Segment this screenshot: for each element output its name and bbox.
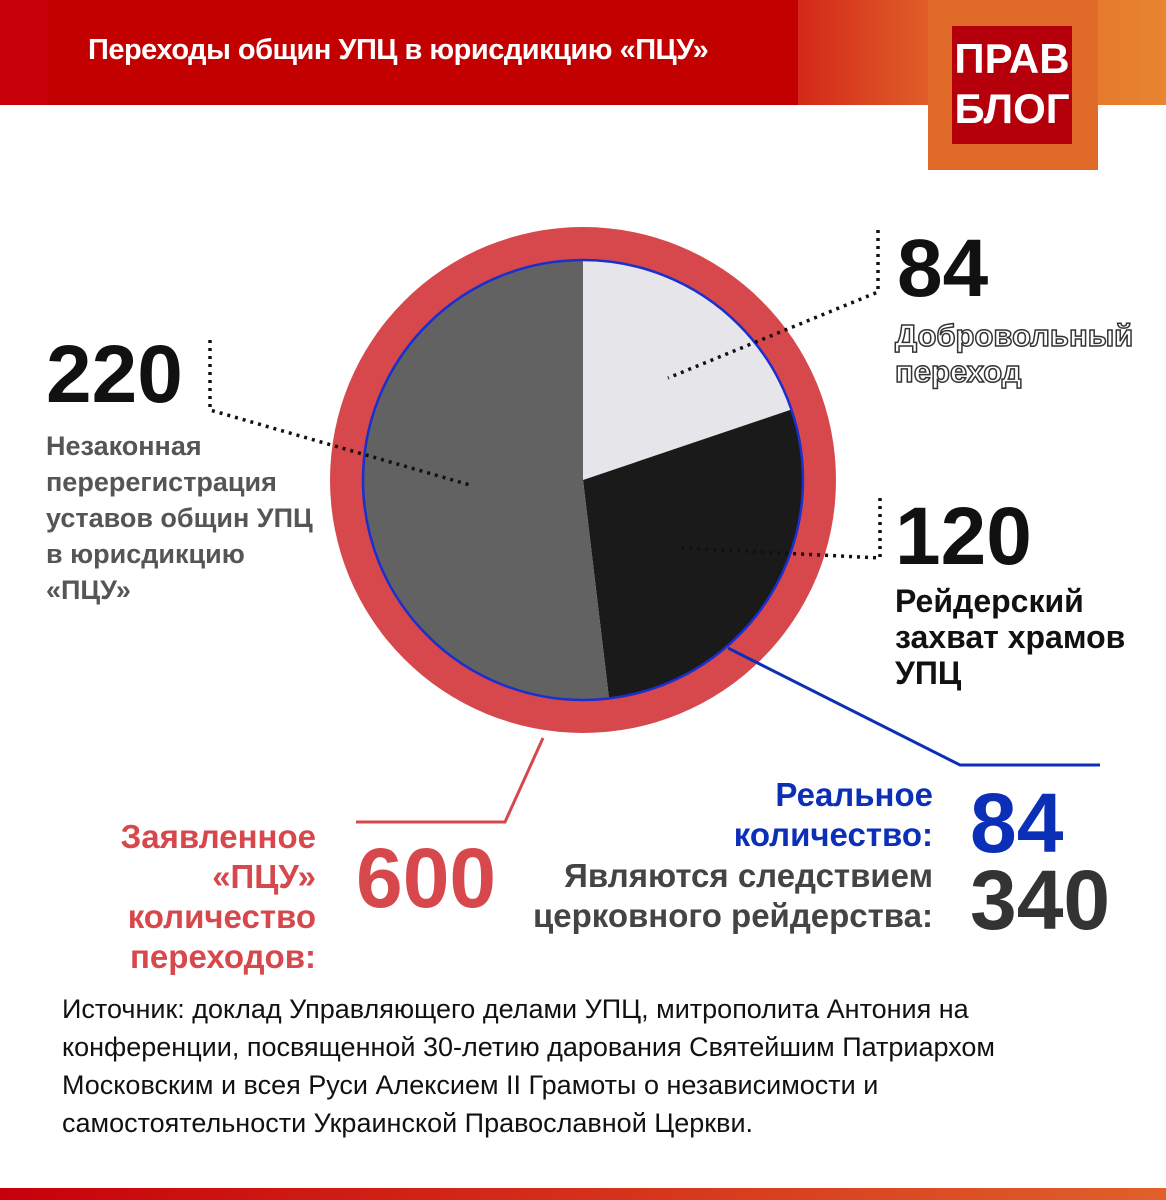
illegal-label: Незаконная перерегистрация уставов общин УПЦ в юрисдикцию «ПЦУ» [46, 431, 313, 605]
raider-value: 120 [895, 491, 1032, 582]
voluntary-label: Добровольный переход [895, 318, 1134, 389]
logo-line-2: БЛОГ [954, 85, 1070, 132]
real-label: Реальное количество: [733, 776, 933, 853]
real-value: 84 [970, 776, 1064, 870]
logo-line-1: ПРАВ [954, 35, 1070, 82]
footer-bar [0, 1188, 1166, 1200]
illegal-value: 220 [46, 329, 183, 420]
raid-value: 340 [970, 853, 1111, 947]
claimed-label: Заявленное «ПЦУ» количество переходов: [120, 818, 316, 975]
claimed-connector-line [356, 738, 543, 822]
source-note: Источник: доклад Управляющего делами УПЦ, митрополита Антония на конференции, посвященной 30-летию дарования Святейшим Патриархом Московским и всея Руси Алексием II Грамоты о независимости и самостоятельности Украинской Православной Церкви. [62, 994, 995, 1138]
raider-label: Рейдерский захват храмов УПЦ [895, 583, 1126, 691]
page-title: Переходы общин УПЦ в юрисдикцию «ПЦУ» [88, 34, 709, 66]
raid-label: Являются следствием церковного рейдерства: [532, 857, 933, 934]
voluntary-value: 84 [897, 223, 989, 314]
claimed-value: 600 [356, 831, 497, 925]
